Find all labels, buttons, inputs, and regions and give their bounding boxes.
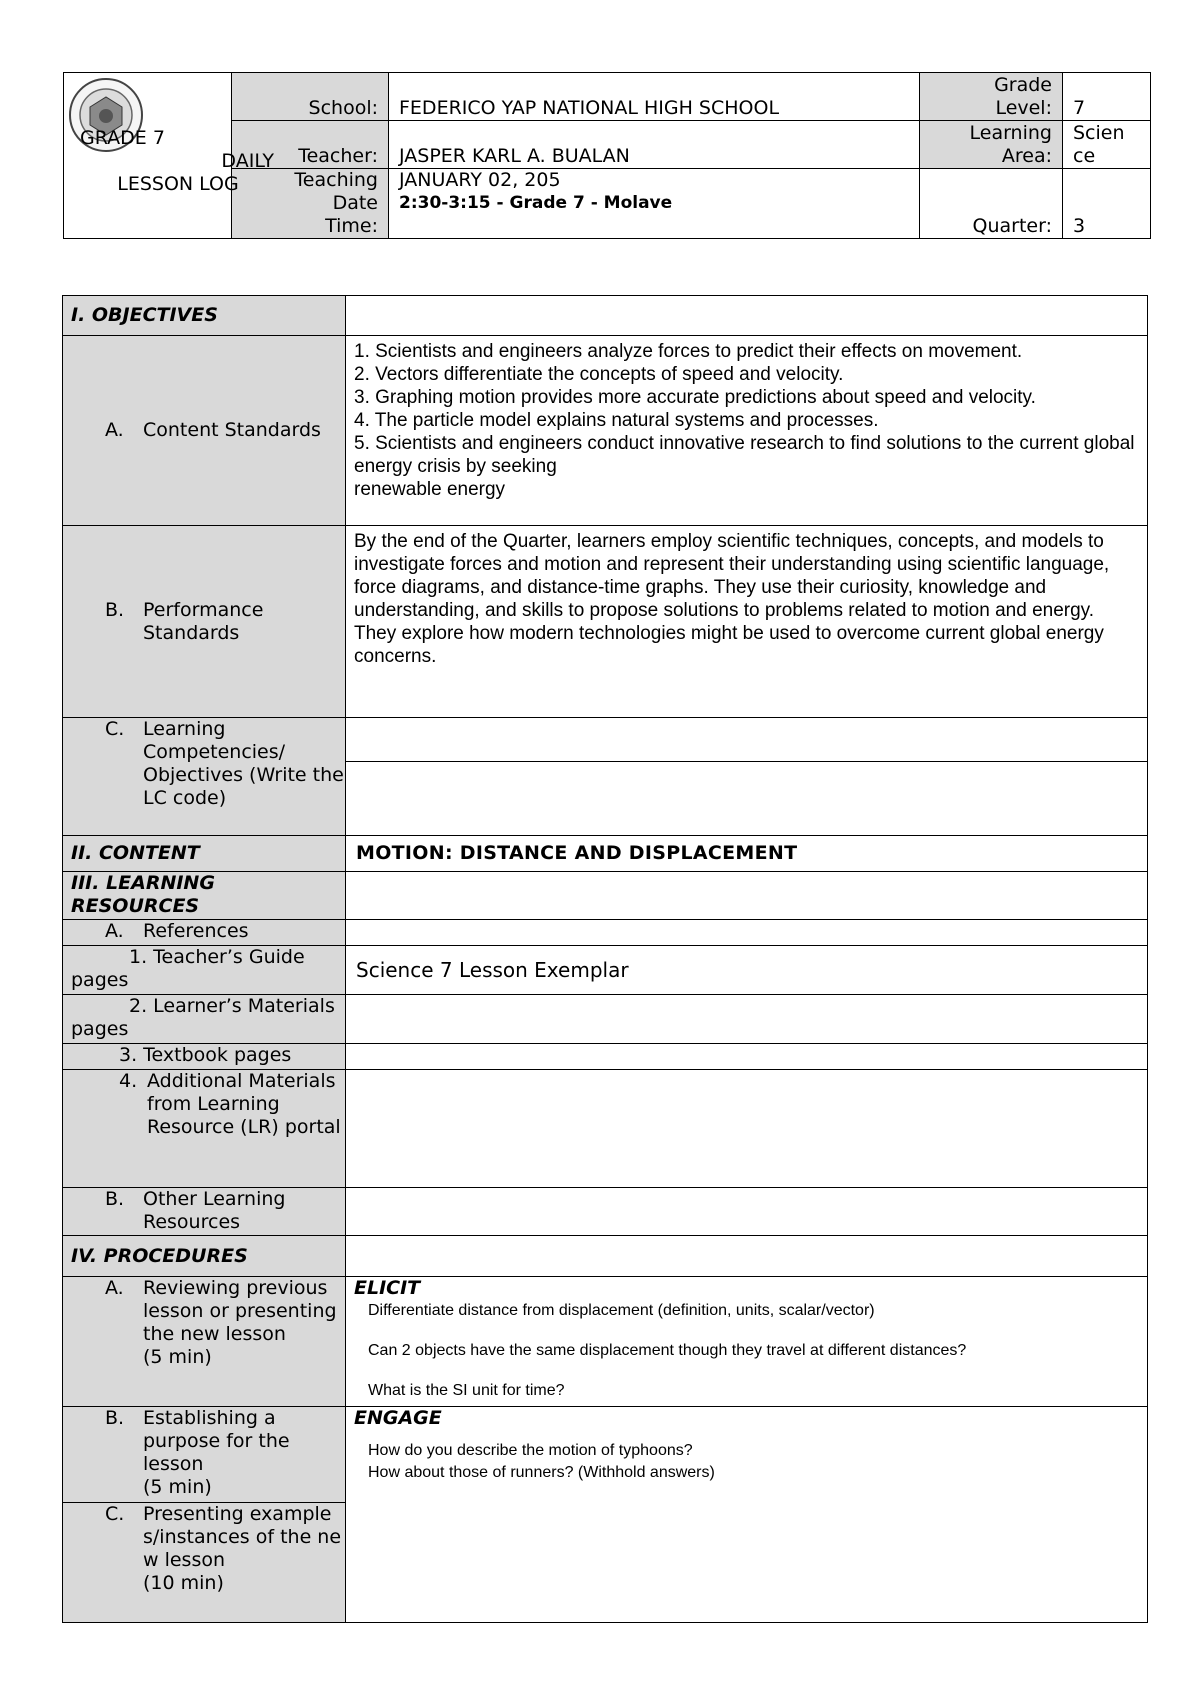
content-standard-line: 5. Scientists and engineers conduct innovative research to find solutions to the current global energy crisis by seeking [354, 433, 1135, 477]
engage-question: How about those of runners? (Withhold answers) [368, 1464, 715, 1481]
textbook-value [346, 1044, 1148, 1070]
objectives-heading: I. OBJECTIVES [63, 296, 346, 336]
competencies-label [63, 718, 346, 836]
procedure-b-time: (5 min) [143, 1476, 212, 1498]
references-label [63, 920, 346, 946]
procedure-c-marker: C. [105, 1503, 125, 1525]
performance-standard-paragraph: They explore how modern technologies might be used to overcome current global energy concerns. [354, 623, 1104, 667]
additional-materials-value [346, 1070, 1148, 1188]
teacher-label: Teacher: [232, 121, 389, 169]
title-line-grade: GRADE 7 [80, 127, 165, 149]
engage-heading: ENGAGE [354, 1407, 442, 1429]
content-standard-line: 4. The particle model explains natural systems and processes. [354, 410, 879, 431]
references-value [346, 920, 1148, 946]
performance-standards-label [63, 526, 346, 718]
learners-materials-label-text: 2. Learner’s Materials pages [71, 995, 335, 1040]
lesson-log-title [72, 127, 284, 196]
content-value: MOTION: DISTANCE AND DISPLACEMENT [346, 836, 1148, 872]
other-resources-marker: B. [105, 1188, 125, 1210]
elicit-question: Differentiate distance from displacement (definition, units, scalar/vector) [368, 1302, 875, 1319]
lesson-plan-table [62, 295, 1148, 1623]
content-standards-marker: A. [105, 419, 124, 441]
quarter-label: Quarter: [920, 169, 1063, 239]
additional-materials-label-text: Additional Materials from Learning Resource (LR) portal [147, 1070, 341, 1138]
procedure-a-marker: A. [105, 1277, 124, 1299]
procedure-b-label-text: Establishing a purpose for the lesson [143, 1407, 290, 1475]
header-table [63, 72, 1151, 239]
performance-standard-paragraph: By the end of the Quarter, learners employ scientific techniques, concepts, and models to investigate forces and motion and represent their understanding using scientific language, force diagrams, and distance-time graphs. They use their curiosity, knowledge and understanding, and skills to propose solutions to problems related to motion and energy. [354, 531, 1110, 621]
objectives-heading-value [346, 296, 1148, 336]
date-value: JANUARY 02, 205 [399, 169, 561, 191]
competencies-label-text: Learning Competencies/ Objectives (Write the LC code) [143, 718, 344, 809]
learners-materials-value [346, 995, 1148, 1044]
teaching-date-label-line1: Teaching [294, 169, 378, 191]
elicit-question: Can 2 objects have the same displacement though they travel at different distances? [368, 1342, 967, 1359]
school-label: School: [232, 73, 389, 121]
title-line-lesson-log: LESSON LOG [117, 173, 239, 195]
content-standard-line: 3. Graphing motion provides more accurate predictions about speed and velocity. [354, 387, 1036, 408]
procedure-a-label [63, 1277, 346, 1407]
other-resources-label [63, 1188, 346, 1236]
grade-level-label-line1: Grade [994, 74, 1052, 96]
learning-area-label-line2: Area: [1001, 145, 1052, 167]
learning-area-label [920, 121, 1063, 169]
references-label-text: References [143, 920, 249, 942]
procedure-b-marker: B. [105, 1407, 125, 1429]
content-standard-line: renewable energy [354, 479, 506, 500]
procedures-heading: IV. PROCEDURES [63, 1236, 346, 1277]
learning-area-label-line1: Learning [969, 122, 1052, 144]
performance-standards-label-text: Performance Standards [143, 598, 264, 644]
elicit-heading: ELICIT [354, 1277, 421, 1299]
competencies-value-2 [346, 762, 1148, 836]
performance-standards-marker: B. [105, 598, 125, 621]
content-standards-value [346, 336, 1148, 526]
procedure-a-value [346, 1277, 1148, 1407]
performance-standards-value [346, 526, 1148, 718]
learning-resources-value [346, 872, 1148, 920]
competencies-value-1 [346, 718, 1148, 762]
other-resources-value [346, 1188, 1148, 1236]
procedure-c-label-text: Presenting examples/instances of the new lesson [143, 1503, 342, 1571]
learning-resources-heading: III. LEARNING RESOURCES [63, 872, 346, 920]
procedures-heading-value [346, 1236, 1148, 1277]
other-resources-label-text: Other Learning Resources [143, 1188, 286, 1233]
teachers-guide-label-text: 1. Teacher’s Guide pages [71, 946, 305, 991]
competencies-marker: C. [105, 718, 125, 740]
additional-materials-marker: 4. [119, 1070, 138, 1092]
title-line-daily: DAILY [221, 150, 274, 172]
engage-question: How do you describe the motion of typhoons? [368, 1442, 693, 1459]
grade-level-label-line2: Level: [995, 97, 1052, 119]
procedure-a-time: (5 min) [143, 1346, 212, 1368]
lesson-log-title-cell [64, 73, 274, 239]
content-standards-label-text: Content Standards [143, 419, 321, 441]
school-value: FEDERICO YAP NATIONAL HIGH SCHOOL [389, 73, 920, 121]
teaching-date-label-line3: Time: [325, 215, 378, 237]
procedure-bc-value [346, 1407, 1148, 1623]
learners-materials-label [63, 995, 346, 1044]
learning-area-value-line2: ce [1073, 145, 1096, 167]
textbook-label-text: 3. Textbook pages [119, 1044, 292, 1066]
quarter-value: 3 [1063, 169, 1151, 239]
content-heading: II. CONTENT [63, 836, 346, 872]
textbook-label [63, 1044, 346, 1070]
teachers-guide-value: Science 7 Lesson Exemplar [346, 946, 1148, 995]
procedure-c-time: (10 min) [143, 1572, 224, 1594]
references-marker: A. [105, 920, 124, 942]
content-standard-line: 2. Vectors differentiate the concepts of speed and velocity. [354, 364, 844, 385]
learning-area-value-line1: Scien [1073, 122, 1125, 144]
grade-level-value: 7 [1063, 73, 1151, 121]
elicit-question: What is the SI unit for time? [368, 1382, 565, 1399]
time-value: 2:30-3:15 - Grade 7 - Molave [399, 193, 673, 213]
teachers-guide-label [63, 946, 346, 995]
teaching-date-value [389, 169, 920, 239]
teacher-value: JASPER KARL A. BUALAN [389, 121, 920, 169]
procedure-c-label [63, 1503, 346, 1623]
teaching-date-label-line2: Date [332, 192, 378, 214]
procedure-b-label [63, 1407, 346, 1503]
procedure-a-label-text: Reviewing previous lesson or presenting the new lesson [143, 1277, 337, 1345]
content-standard-line: 1. Scientists and engineers analyze forces to predict their effects on movement. [354, 341, 1023, 362]
content-standards-label [63, 336, 346, 526]
additional-materials-label [63, 1070, 346, 1188]
learning-area-value [1063, 121, 1151, 169]
grade-level-label [920, 73, 1063, 121]
